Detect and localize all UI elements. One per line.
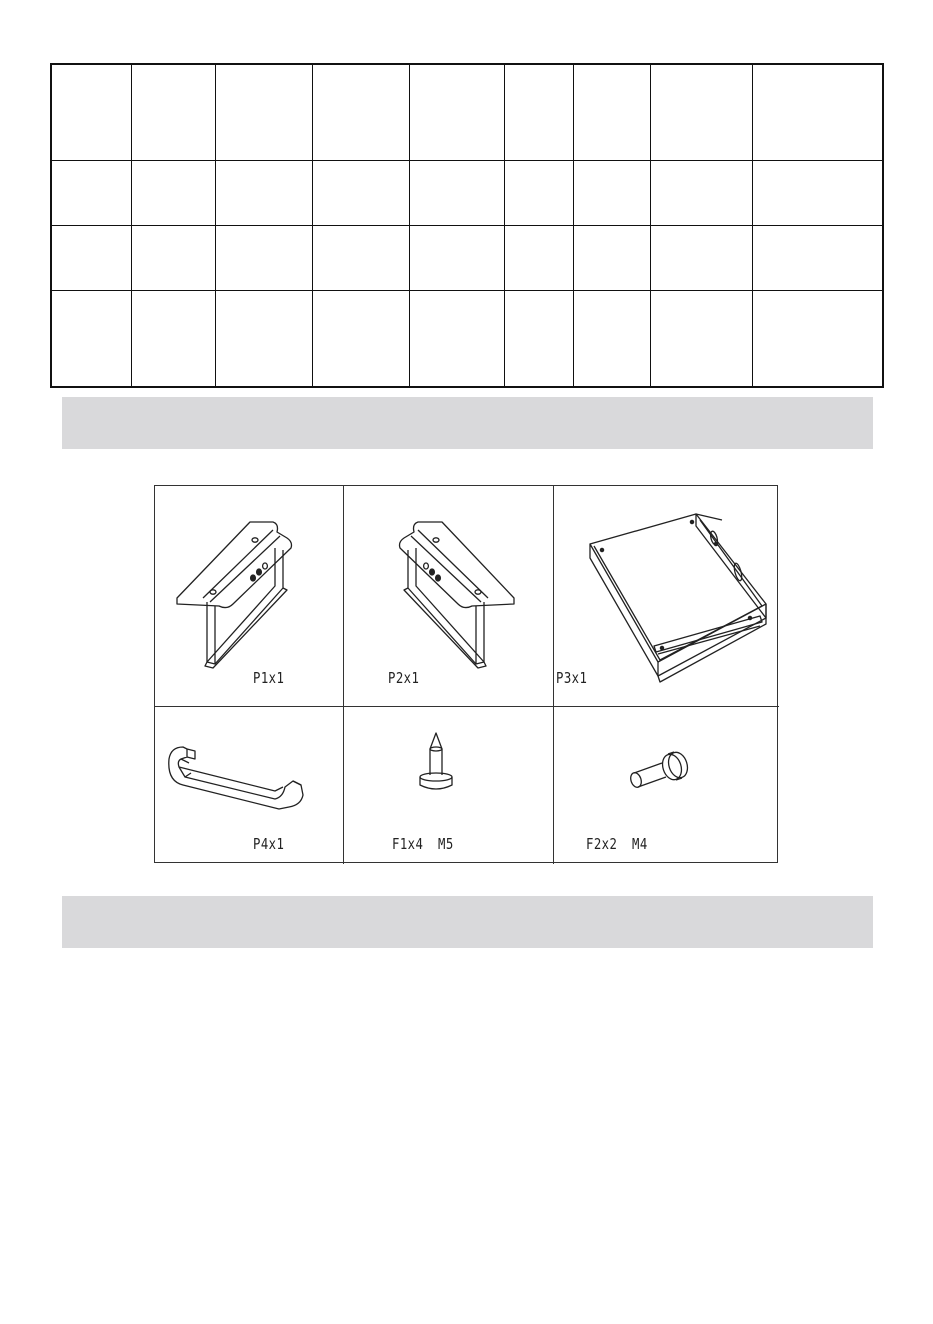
table-cell — [312, 225, 409, 290]
table-cell — [504, 64, 573, 161]
part-label: P2x1 — [388, 669, 420, 687]
part-cell-f1 — [344, 707, 554, 864]
table-cell — [504, 290, 573, 387]
table-cell — [752, 64, 883, 161]
table-cell — [131, 290, 215, 387]
table-cell — [752, 225, 883, 290]
section-header-bar — [62, 896, 873, 948]
table-cell — [650, 161, 752, 226]
parts-list — [154, 485, 778, 863]
part-spec: M4 — [632, 835, 648, 853]
table-row — [51, 64, 883, 161]
table-cell — [650, 64, 752, 161]
table-cell — [650, 290, 752, 387]
part-label: P1x1 — [253, 669, 285, 687]
part-cell-p4 — [155, 707, 344, 864]
table-cell — [312, 161, 409, 226]
table-cell — [215, 161, 312, 226]
part-label — [392, 835, 454, 853]
table-row — [51, 161, 883, 226]
table-cell — [573, 290, 650, 387]
table-cell — [51, 225, 131, 290]
bracket-right-illustration — [344, 486, 554, 707]
table-cell — [51, 161, 131, 226]
table-row — [51, 290, 883, 387]
part-cell-p2 — [344, 486, 554, 707]
table-cell — [504, 161, 573, 226]
drawer-box-illustration — [554, 486, 779, 707]
table-cell — [131, 225, 215, 290]
table-cell — [752, 161, 883, 226]
part-label: P3x1 — [556, 669, 588, 687]
table-cell — [409, 64, 504, 161]
table-cell — [215, 225, 312, 290]
table-row — [51, 225, 883, 290]
section-header-bar — [62, 397, 873, 449]
table-cell — [51, 290, 131, 387]
part-qty: F1x4 — [392, 835, 424, 853]
part-cell-p1 — [155, 486, 344, 707]
part-label: P4x1 — [253, 835, 285, 853]
table-cell — [51, 64, 131, 161]
table-cell — [131, 64, 215, 161]
table-cell — [504, 225, 573, 290]
bracket-left-illustration — [155, 486, 344, 707]
part-spec: M5 — [438, 835, 454, 853]
part-cell-p3 — [554, 486, 779, 707]
part-label — [586, 835, 648, 853]
table-cell — [131, 161, 215, 226]
table-cell — [312, 64, 409, 161]
table-cell — [409, 290, 504, 387]
spec-table — [50, 63, 884, 388]
table-cell — [215, 64, 312, 161]
table-cell — [573, 161, 650, 226]
handle-illustration — [155, 707, 344, 864]
table-cell — [573, 225, 650, 290]
table-cell — [409, 161, 504, 226]
table-cell — [752, 290, 883, 387]
table-cell — [215, 290, 312, 387]
part-cell-f2 — [554, 707, 779, 864]
table-cell — [650, 225, 752, 290]
part-qty: F2x2 — [586, 835, 618, 853]
table-cell — [312, 290, 409, 387]
table-cell — [573, 64, 650, 161]
table-cell — [409, 225, 504, 290]
